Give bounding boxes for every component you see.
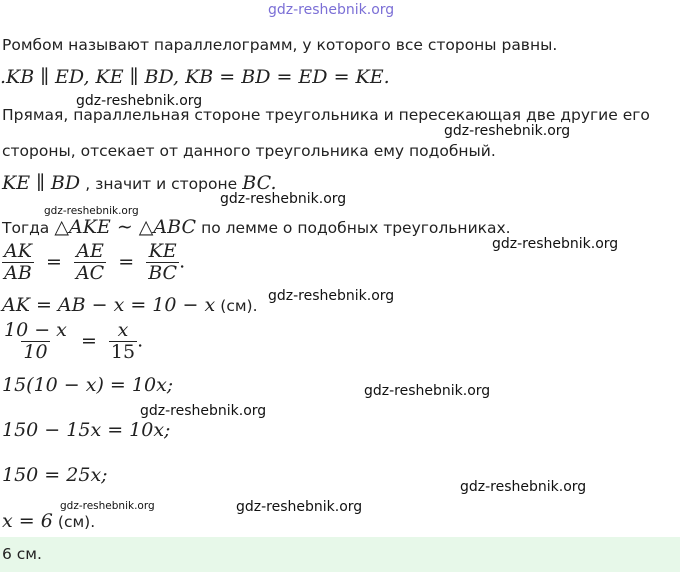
watermark: gdz-reshebnik.org (236, 499, 363, 515)
watermark-small: gdz-reshebnik.org (44, 205, 139, 217)
lemma-text-1: Прямая, параллельная стороне треугольника и пересекающая две другие его (2, 106, 650, 124)
equation-step-1: 15(10 − x) = 10x; (2, 374, 174, 396)
fraction-10-minus-x: $\frac{10 - x}{10}$ (4, 319, 67, 363)
parallel-math: KE ∥ BD (2, 172, 81, 194)
ak-expression (2, 294, 258, 316)
watermark-small: gdz-reshebnik.org (60, 500, 155, 512)
fraction-ke-bc: $\frac{KE}{BC}$ (148, 240, 178, 284)
answer-text: 6 см. (2, 545, 42, 563)
watermark: gdz-reshebnik.org (76, 93, 203, 109)
proportion-equation: $\frac{10 - x}{10}$ = $\frac{x}{15}$ . (4, 319, 144, 363)
definition-rhombus: Ромбом называют параллелограмм, у которого все стороны равны. (2, 36, 558, 54)
ak-math: AK = AB − x = 10 − x (2, 294, 216, 316)
equation-step-2: 150 − 15x = 10x; (2, 419, 171, 441)
similarity-text-1: Тогда (2, 219, 50, 237)
watermark: gdz-reshebnik.org (220, 191, 347, 207)
ratio-equation: $\frac{AK}{AB}$ = $\frac{AE}{AC}$ = $\frac{KE}{BC}$ . (4, 240, 186, 284)
answer-box (0, 537, 680, 572)
similarity-statement (2, 216, 511, 238)
watermark-top: gdz-reshebnik.org (268, 2, 395, 18)
similarity-text-2: по лемме о подобных треугольниках. (201, 219, 511, 237)
watermark: gdz-reshebnik.org (460, 479, 587, 495)
watermark: gdz-reshebnik.org (444, 123, 571, 139)
fraction-ak-ab: $\frac{AK}{AB}$ (4, 240, 32, 284)
parallel-equal-sides-math: .KB ∥ ED, KE ∥ BD, KB = BD = ED = KE. (0, 66, 390, 88)
solution-x-math: x = 6 (2, 510, 53, 532)
solution-x-unit: (см). (57, 513, 96, 531)
parallel-equal-sides (0, 66, 390, 88)
fraction-x-15: $\frac{x}{15}$ (110, 319, 136, 363)
solution-x (2, 510, 95, 532)
side-bc: BC. (242, 172, 277, 194)
similarity-math: △AKE ∼ △ABC (54, 216, 196, 238)
equation-step-3: 150 = 25x; (2, 464, 108, 486)
watermark: gdz-reshebnik.org (492, 236, 619, 252)
ak-unit: (см). (220, 297, 258, 315)
watermark: gdz-reshebnik.org (140, 403, 267, 419)
watermark: gdz-reshebnik.org (268, 288, 395, 304)
watermark: gdz-reshebnik.org (364, 383, 491, 399)
lemma-text-2: стороны, отсекает от данного треугольника ему подобный. (2, 142, 496, 160)
fraction-ae-ac: $\frac{AE}{AC}$ (75, 240, 105, 284)
parallel-text: , значит и стороне (85, 175, 238, 193)
